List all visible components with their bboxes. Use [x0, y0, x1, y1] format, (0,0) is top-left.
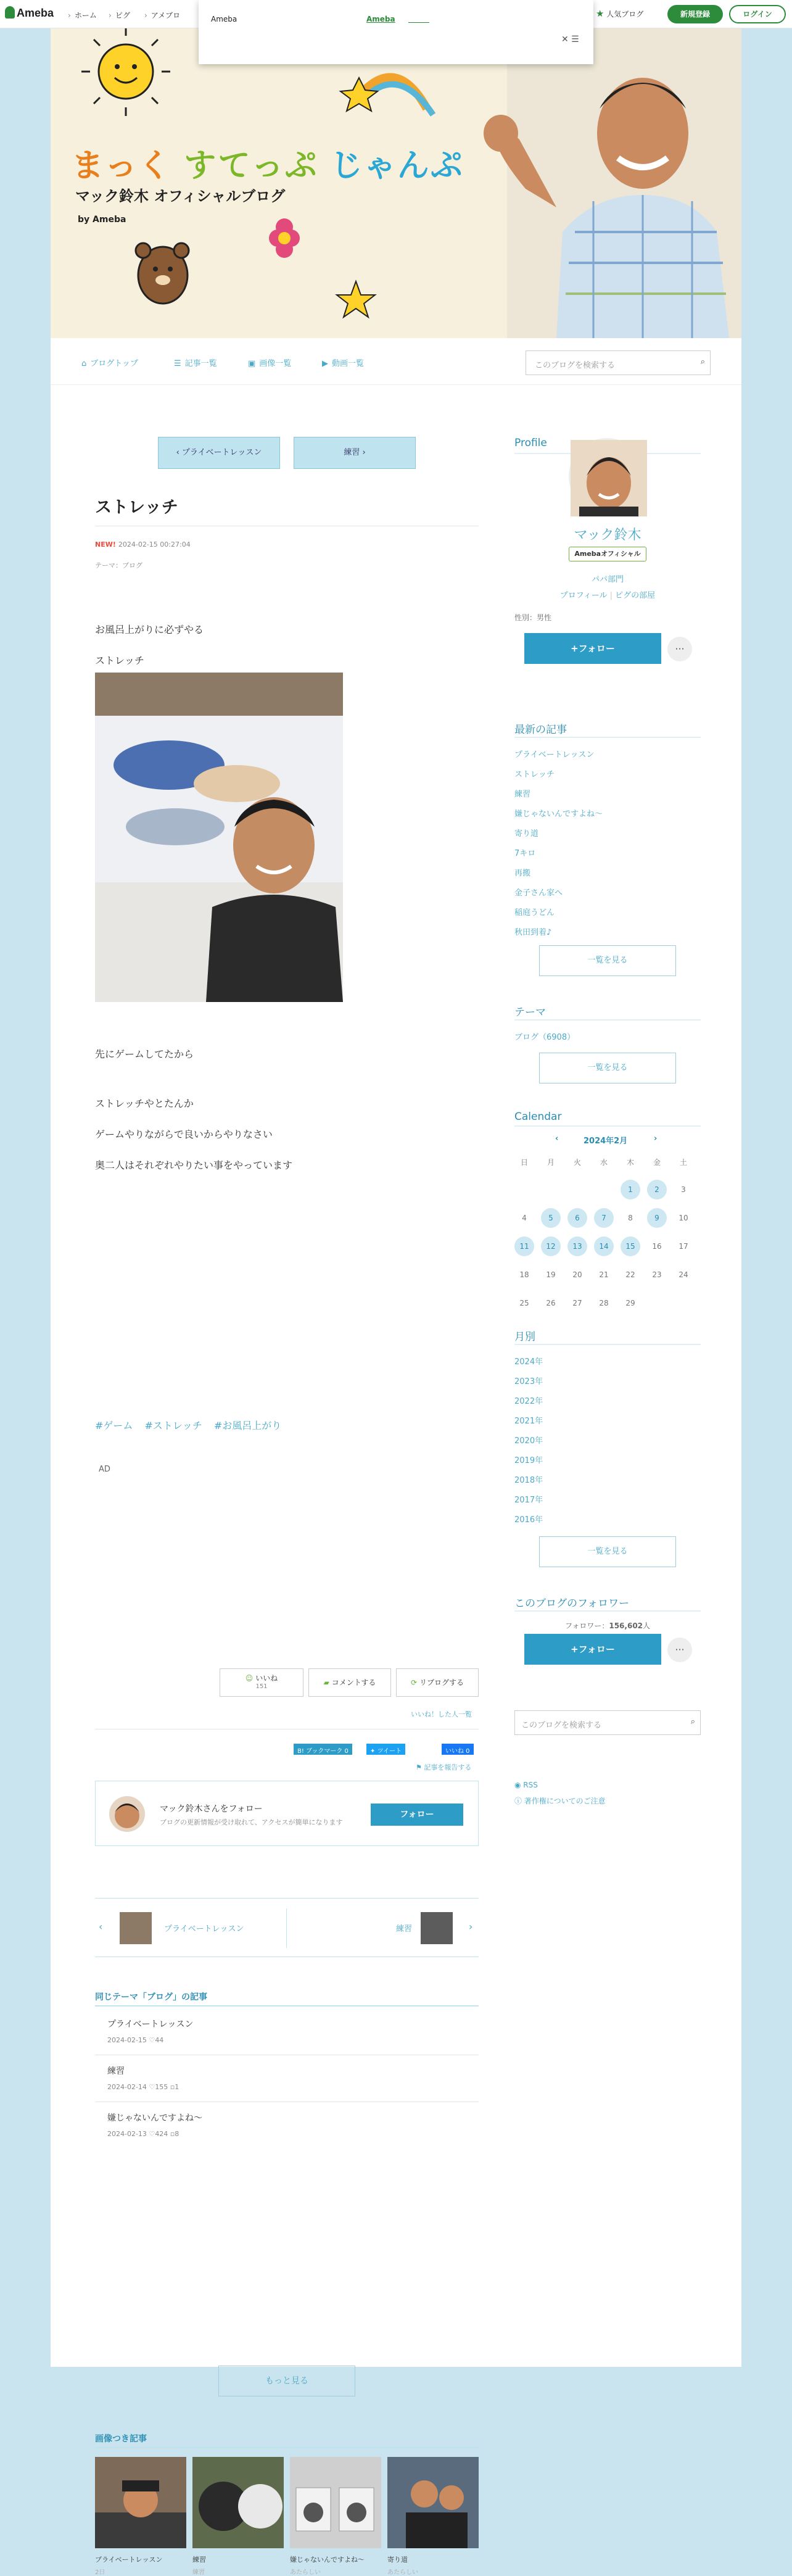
divider [514, 1344, 701, 1345]
register-button[interactable]: 新規登録 [667, 5, 723, 23]
calendar-day-link[interactable]: 1 [621, 1180, 640, 1199]
chevron-right-icon: › [360, 448, 366, 457]
nav-article-list-label: 記事一覧 [184, 359, 217, 368]
search-icon[interactable]: ⌕ [690, 1717, 695, 1726]
nav-image-list[interactable] [248, 357, 291, 368]
theme-link[interactable]: ブログ（6908） [514, 1033, 575, 1042]
report-link[interactable] [416, 1762, 471, 1772]
pigg-room-link[interactable]: ピグの部屋 [615, 591, 656, 600]
calendar-day-link[interactable]: 2 [647, 1180, 667, 1199]
list-icon: ☰ [174, 359, 181, 368]
article-theme [95, 560, 142, 570]
calendar-next[interactable]: › [654, 1134, 658, 1143]
next-category-button[interactable] [294, 437, 416, 469]
year-link[interactable]: 2023年 [514, 1377, 543, 1386]
nav-video-list[interactable] [322, 357, 364, 368]
article-paragraph: お風呂上がりに必ずやる [95, 624, 204, 636]
flag-icon: ⚑ [416, 1763, 424, 1771]
info-icon: ⓘ [514, 1797, 524, 1805]
calendar-day: 17 [679, 1242, 688, 1251]
calendar-weekday: 月 [547, 1158, 555, 1167]
ad-popup-brand: Ameba [211, 15, 237, 23]
theme-link[interactable]: ブログ [122, 561, 142, 569]
blog-nav [51, 338, 741, 385]
blog-subtitle: マック鈴木 オフィシャルブログ [75, 188, 286, 205]
divider [514, 1610, 701, 1612]
image-article-caption: 嫌じゃないんですよね〜 [290, 2556, 365, 2564]
like-count: 151 [255, 1683, 268, 1690]
blog-search-placeholder: このブログを検索する [535, 361, 616, 370]
related-title: 嫌じゃないんですよね〜 [107, 2113, 202, 2123]
comment-icon: ▫ [170, 2083, 175, 2091]
ad-popup-underline [408, 22, 429, 23]
related-meta [107, 2130, 202, 2138]
profile-avatar[interactable] [569, 438, 645, 515]
prev-category-button[interactable] [158, 437, 280, 469]
year-link[interactable]: 2020年 [514, 1436, 543, 1446]
related-meta [107, 2036, 193, 2044]
follow-box [95, 1781, 479, 1846]
profile-category[interactable]: パパ部門 [591, 575, 624, 584]
image-article-sub: あたらしい [290, 2569, 321, 2576]
more-button[interactable]: もっと見る [218, 2366, 355, 2396]
article-paragraph: 奥二人はそれぞれやりたい事をやっています [95, 1159, 293, 1171]
followers-number: 156,602 [609, 1621, 643, 1630]
calendar-day-link[interactable]: 11 [514, 1236, 534, 1256]
year-link[interactable]: 2016年 [514, 1515, 543, 1525]
image-article-sub: 練習 [192, 2569, 205, 2576]
tweet-button[interactable] [366, 1744, 405, 1755]
heart-icon: ♡ [149, 2130, 155, 2138]
latest-article-link[interactable]: 練習 [514, 790, 531, 799]
hashtags [95, 1418, 281, 1432]
image-article-card[interactable] [387, 2457, 479, 2576]
article-paragraph: ゲームやりながらで良いからやりなさい [95, 1129, 273, 1140]
report-label: 記事を報告する [424, 1763, 472, 1771]
calendar-weekday: 水 [600, 1158, 608, 1167]
same-theme-heading: 同じテーマ「ブログ」の記事 [95, 1992, 207, 2002]
reblog-icon: ⟳ [410, 1678, 418, 1687]
author-photo [484, 28, 741, 338]
copyright-label: 著作権についてのご注意 [524, 1797, 606, 1805]
nav-blog-top[interactable] [81, 357, 138, 368]
comment-label: コメントする [331, 1678, 376, 1687]
image-article-card[interactable] [290, 2457, 381, 2576]
related-likes: 44 [155, 2036, 164, 2044]
profile-sex: 性別：男性 [514, 613, 552, 622]
bookmark-count: 0 [344, 1748, 349, 1755]
blog-container [51, 28, 741, 2576]
more-options-icon[interactable]: ··· [667, 637, 692, 661]
divider [514, 1125, 701, 1127]
new-badge: NEW! [95, 540, 116, 549]
calendar-day: 24 [679, 1270, 688, 1279]
calendar-day: 10 [679, 1214, 688, 1222]
comment-icon: ▫ [170, 2130, 175, 2138]
bear-icon [136, 243, 189, 304]
article-meta [95, 540, 191, 549]
calendar-day-link[interactable]: 6 [567, 1208, 587, 1228]
nav-article-list[interactable] [174, 357, 217, 368]
followers-label: フォロワー： [564, 1621, 609, 1630]
article-photo[interactable] [95, 673, 343, 1002]
blog-title-main [72, 139, 464, 186]
calendar-day: 3 [681, 1185, 686, 1194]
bookmark-button[interactable] [294, 1744, 352, 1755]
calendar-heading: Calendar [514, 1111, 562, 1123]
calendar-day: 20 [572, 1270, 582, 1279]
year-link[interactable]: 2024年 [514, 1357, 543, 1367]
article-paragraph: ストレッチ [95, 655, 144, 666]
hashtag-link[interactable]: #ゲーム [95, 1420, 133, 1431]
calendar-day: 8 [628, 1214, 633, 1222]
year-link[interactable]: 2017年 [514, 1496, 543, 1505]
ad-popup-link[interactable]: Ameba [366, 15, 395, 23]
hashtag-link[interactable]: #ストレッチ [144, 1420, 202, 1431]
title-part-2: すてっぷ [184, 147, 318, 184]
chevron-left-icon[interactable]: ‹ [99, 1921, 103, 1932]
next-thumbnail[interactable] [421, 1912, 453, 1944]
calendar-weekday: 火 [573, 1158, 581, 1167]
article-paragraph: 先にゲームしてたから [95, 1048, 194, 1060]
related-article[interactable] [107, 2111, 202, 2138]
fb-like-button[interactable]: いいね 0 [442, 1744, 474, 1755]
follow-button-2[interactable]: +フォロー [524, 1634, 661, 1665]
image-icon: ▣ [248, 359, 256, 368]
followers-heading: このブログのフォロワー [514, 1597, 630, 1610]
followers-count [514, 1620, 701, 1631]
next-article-link[interactable]: 練習 [396, 1924, 413, 1934]
latest-article-link[interactable]: 再搬 [514, 869, 531, 878]
bird-icon: ✦ [370, 1748, 376, 1755]
profile-link[interactable]: プロフィール [559, 591, 608, 600]
image-article-sub: 2日 [95, 2569, 105, 2576]
reblog-label: リブログする [419, 1678, 464, 1687]
search-icon[interactable]: ⌕ [700, 357, 705, 367]
divider [514, 737, 701, 738]
latest-article-link[interactable]: 嫌じゃないんですよね〜 [514, 810, 603, 819]
year-link[interactable]: 2021年 [514, 1417, 543, 1426]
rss-label: RSS [523, 1781, 538, 1789]
tweet-label: ツイート [377, 1748, 402, 1755]
blog-header-banner[interactable] [51, 28, 741, 338]
divider [286, 1908, 287, 1948]
related-title: 練習 [107, 2066, 125, 2076]
article-date: 2024-02-15 00:27:04 [118, 540, 191, 549]
theme-heading: テーマ [514, 1006, 546, 1019]
smile-icon: ☺ [245, 1674, 254, 1683]
nav-ameblo[interactable]: › アメブロ [144, 10, 180, 20]
related-meta [107, 2083, 179, 2091]
related-title: プライベートレッスン [107, 2019, 194, 2029]
heart-icon: ♡ [149, 2036, 155, 2044]
calendar-day-link[interactable]: 5 [541, 1208, 561, 1228]
article-paragraph: ストレッチやとたんか [95, 1098, 194, 1109]
calendar-weekday: 土 [679, 1158, 687, 1167]
calendar-day-link[interactable]: 12 [541, 1236, 561, 1256]
link-separator: | [609, 591, 613, 600]
latest-heading: 最新の記事 [514, 724, 567, 736]
prev-thumbnail[interactable] [120, 1912, 152, 1944]
hotel-room-photo [95, 673, 343, 1002]
login-button[interactable]: ログイン [729, 5, 786, 23]
calendar-weekday: 日 [520, 1158, 528, 1167]
image-article-card[interactable] [192, 2457, 284, 2576]
monthly-list-button[interactable]: 一覧を見る [539, 1536, 676, 1567]
monthly-heading: 月別 [514, 1331, 535, 1343]
theme-label: テーマ： [95, 561, 122, 569]
calendar-day-link[interactable]: 15 [621, 1236, 640, 1256]
year-link[interactable]: 2018年 [514, 1476, 543, 1485]
popular-label: 人気ブログ [606, 10, 644, 19]
image-article-caption: プライベートレッスン [95, 2556, 163, 2564]
calendar-day: 16 [652, 1242, 662, 1251]
image-article-thumb [290, 2457, 381, 2548]
nav-home[interactable]: › ホーム [68, 10, 97, 20]
logo-text: Ameba [17, 7, 54, 19]
prev-article-link[interactable]: プライベートレッスン [164, 1924, 244, 1934]
bookmark-label: B! ブックマーク [297, 1748, 343, 1755]
image-article-card[interactable] [95, 2457, 186, 2576]
related-comments: 1 [175, 2083, 179, 2091]
ad-label: AD [99, 1465, 110, 1474]
followers-unit: 人 [643, 1621, 651, 1630]
image-article-caption: 寄り道 [387, 2556, 408, 2564]
profile-links [514, 589, 701, 600]
rss-link[interactable] [514, 1781, 538, 1789]
nav-blog-top-label: ブログトップ [90, 359, 138, 368]
related-article[interactable] [107, 2065, 179, 2091]
calendar-day: 23 [652, 1270, 662, 1279]
nav-pigg[interactable]: › ピグ [109, 10, 130, 20]
chevron-left-icon: ‹ [176, 448, 182, 457]
home-icon: ⌂ [81, 359, 87, 368]
title-part-1: まっく [72, 147, 172, 184]
sidebar-search-input[interactable] [514, 1710, 701, 1735]
profile-name[interactable]: マック鈴木 [574, 528, 641, 543]
latest-article-link[interactable]: 7キロ [514, 849, 536, 858]
comment-icon: ▰ [323, 1678, 329, 1687]
calendar [514, 1129, 701, 1314]
title-part-3: じゃんぷ [330, 147, 464, 184]
calendar-day: 18 [519, 1270, 529, 1279]
divider [95, 2005, 479, 2007]
hashtag-link[interactable]: #お風呂上がり [213, 1420, 282, 1431]
follow-box-name: マック鈴木さんをフォロー [160, 1804, 263, 1814]
close-icon[interactable]: ✕ ☰ [561, 35, 579, 44]
latest-article-link[interactable]: プライベートレッスン [514, 750, 595, 760]
calendar-prev[interactable]: ‹ [555, 1134, 559, 1143]
calendar-day-link[interactable]: 14 [594, 1236, 614, 1256]
related-comments: 8 [175, 2130, 179, 2138]
more-options-icon[interactable]: ··· [667, 1638, 692, 1662]
prev-category-label: プライベートレッスン [181, 448, 262, 457]
reblog-button[interactable] [396, 1668, 479, 1697]
calendar-day-link[interactable]: 7 [594, 1208, 614, 1228]
like-button[interactable] [220, 1668, 303, 1697]
image-articles-heading: 画像つき記事 [95, 2434, 147, 2444]
calendar-day: 27 [572, 1299, 582, 1307]
latest-article-link[interactable]: 秋田到着♪ [514, 928, 552, 937]
related-article[interactable] [107, 2018, 193, 2044]
calendar-month: 2024年2月 [584, 1137, 628, 1146]
follow-button[interactable]: +フォロー [524, 633, 661, 664]
image-article-thumb [387, 2457, 479, 2548]
year-link[interactable]: 2022年 [514, 1397, 543, 1406]
related-date: 2024-02-15 [107, 2036, 147, 2044]
related-likes: 424 [155, 2130, 168, 2138]
theme-list-button[interactable]: 一覧を見る [539, 1053, 676, 1083]
video-icon: ▶ [322, 359, 328, 368]
comment-button[interactable] [308, 1668, 391, 1697]
follow-button[interactable]: フォロー [371, 1804, 463, 1826]
ad-popup [199, 0, 593, 64]
profile-heading: Profile [514, 437, 547, 449]
like-list-link[interactable]: いいね！した人一覧 [411, 1710, 472, 1718]
latest-article-link[interactable]: 稲庭うどん [514, 908, 555, 917]
image-article-sub: あたらしい [387, 2569, 418, 2576]
calendar-day: 21 [599, 1270, 609, 1279]
divider [95, 2447, 479, 2448]
latest-article-link[interactable]: 金子さん家へ [514, 888, 563, 898]
ameba-logo[interactable] [5, 6, 54, 20]
star-icon: ★ [596, 8, 604, 19]
calendar-day: 19 [546, 1270, 556, 1279]
calendar-day: 4 [522, 1214, 527, 1222]
latest-article-link[interactable]: ストレッチ [514, 770, 555, 779]
calendar-day: 28 [599, 1299, 609, 1307]
image-article-caption: 練習 [192, 2556, 206, 2564]
avatar [109, 1796, 145, 1832]
popular-blog-link[interactable] [596, 8, 643, 19]
by-ameba-label: by Ameba [78, 215, 126, 225]
like-label: いいね [255, 1674, 278, 1683]
calendar-day: 25 [519, 1299, 529, 1307]
calendar-day: 22 [625, 1270, 635, 1279]
ameba-leaf-icon [5, 6, 15, 19]
chevron-right-icon[interactable]: › [469, 1921, 473, 1932]
latest-list-button[interactable]: 一覧を見る [539, 945, 676, 976]
calendar-weekday: 木 [626, 1158, 634, 1167]
nav-video-list-label: 動画一覧 [332, 359, 365, 368]
related-date: 2024-02-14 [107, 2083, 147, 2091]
prev-next-nav [95, 1898, 479, 1957]
calendar-day-link[interactable]: 13 [567, 1236, 587, 1256]
calendar-day: 29 [625, 1299, 635, 1307]
blog-search-input[interactable] [526, 350, 711, 375]
copyright-link[interactable] [514, 1795, 606, 1806]
latest-article-link[interactable]: 寄り道 [514, 829, 539, 839]
rss-icon: ◉ [514, 1781, 524, 1789]
year-link[interactable]: 2019年 [514, 1456, 543, 1465]
calendar-day: 26 [546, 1299, 556, 1307]
related-likes: 155 [155, 2083, 168, 2091]
heart-icon: ♡ [149, 2083, 155, 2091]
image-article-thumb [192, 2457, 284, 2548]
follow-box-desc: ブログの更新情報が受け取れて、アクセスが簡単になります [160, 1818, 343, 1826]
image-article-thumb [95, 2457, 186, 2548]
calendar-weekday: 金 [653, 1158, 661, 1167]
official-badge: Amebaオフィシャル [569, 547, 646, 561]
calendar-day-link[interactable]: 9 [647, 1208, 667, 1228]
next-category-label: 練習 [344, 448, 360, 457]
divider [514, 1019, 701, 1021]
nav-image-list-label: 画像一覧 [259, 359, 292, 368]
article-title: ストレッチ [95, 498, 178, 517]
sidebar-search-placeholder: このブログを検索する [521, 1721, 602, 1730]
related-date: 2024-02-13 [107, 2130, 147, 2138]
